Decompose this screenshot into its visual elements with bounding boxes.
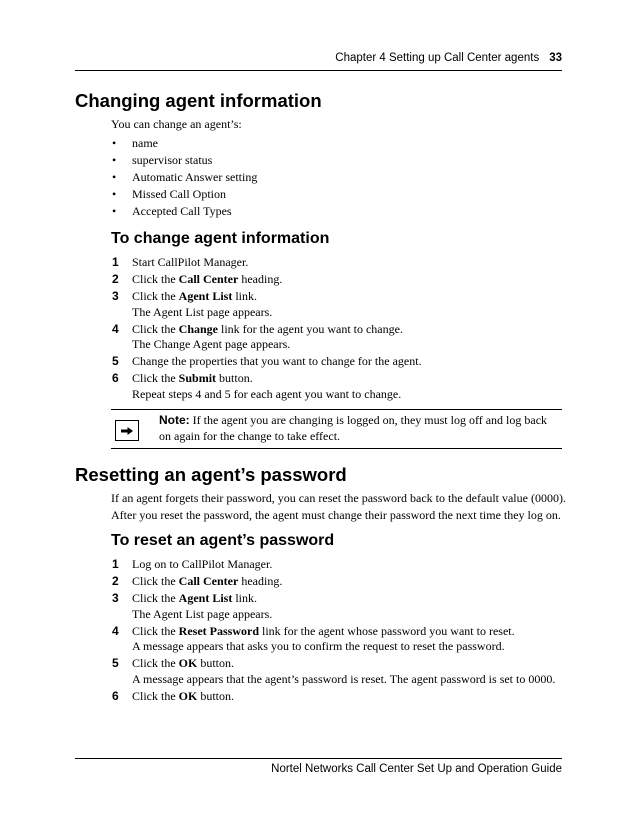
- list-item: • Automatic Answer setting: [112, 170, 258, 184]
- procedure-step: 6 Click the OK button.: [112, 688, 235, 703]
- note-top-rule: [111, 409, 562, 410]
- note-label: Note:: [159, 413, 190, 427]
- note-body: If the agent you are changing is logged on, they must log off and log back on again for the change to take effect.: [159, 413, 548, 443]
- procedure-steps-reset: [111, 557, 561, 706]
- header-rule: [75, 70, 562, 71]
- running-footer: Nortel Networks Call Center Set Up and Operation Guide: [271, 763, 562, 775]
- procedure-step: 2 Click the Call Center heading.: [112, 272, 283, 286]
- procedure-step: 6 Click the Submit button. Repeat steps 4 and 5 for each agent you want to change.: [112, 371, 402, 401]
- procedure-step: 1 Start CallPilot Manager.: [112, 255, 249, 269]
- procedure-step: 3 Click the Agent List link. The Agent List page appears.: [112, 289, 273, 319]
- running-header: [75, 52, 562, 64]
- chapter-title: Chapter 4 Setting up Call Center agents: [335, 52, 540, 64]
- procedure-title-reset: To reset an agent’s password: [111, 532, 335, 549]
- note-bottom-rule: [111, 448, 562, 449]
- bullet-list: [111, 135, 257, 220]
- section-title-resetting: Resetting an agent’s password: [75, 464, 347, 485]
- procedure-step: 2 Click the Call Center heading.: [112, 574, 283, 588]
- section2-intro: If an agent forgets their password, you can reset the password back to the default value (0000). After you reset the password, the agent must change their password the next time they log on.: [111, 491, 566, 522]
- procedure-step: 4 Click the Change link for the agent you want to change. The Change Agent page appears.: [112, 321, 403, 351]
- list-item: • name: [112, 136, 158, 150]
- procedure-step: 3 Click the Agent List link. The Agent List page appears.: [112, 591, 273, 621]
- procedure-title-change: To change agent information: [111, 230, 330, 247]
- note-text: [159, 412, 559, 444]
- procedure-step: 5 Change the properties that you want to change for the agent.: [112, 354, 422, 368]
- section1-intro: You can change an agent’s:: [111, 117, 242, 131]
- footer-rule: [75, 758, 562, 759]
- section-title-changing: Changing agent information: [75, 90, 322, 111]
- list-item: • supervisor status: [112, 153, 213, 167]
- procedure-steps-change: [111, 255, 561, 404]
- procedure-step: 1 Log on to CallPilot Manager.: [112, 557, 273, 571]
- list-item: • Accepted Call Types: [112, 204, 232, 218]
- list-item: • Missed Call Option: [112, 187, 227, 201]
- procedure-step: 5 Click the OK button. A message appears that the agent’s password is reset. The agent password is set to 0000.: [112, 656, 556, 686]
- arrow-right-icon: [115, 420, 139, 441]
- page-number: 33: [549, 52, 562, 64]
- procedure-step: 4 Click the Reset Password link for the agent whose password you want to reset. A message appears that asks you to confirm the request to reset the password.: [112, 623, 515, 653]
